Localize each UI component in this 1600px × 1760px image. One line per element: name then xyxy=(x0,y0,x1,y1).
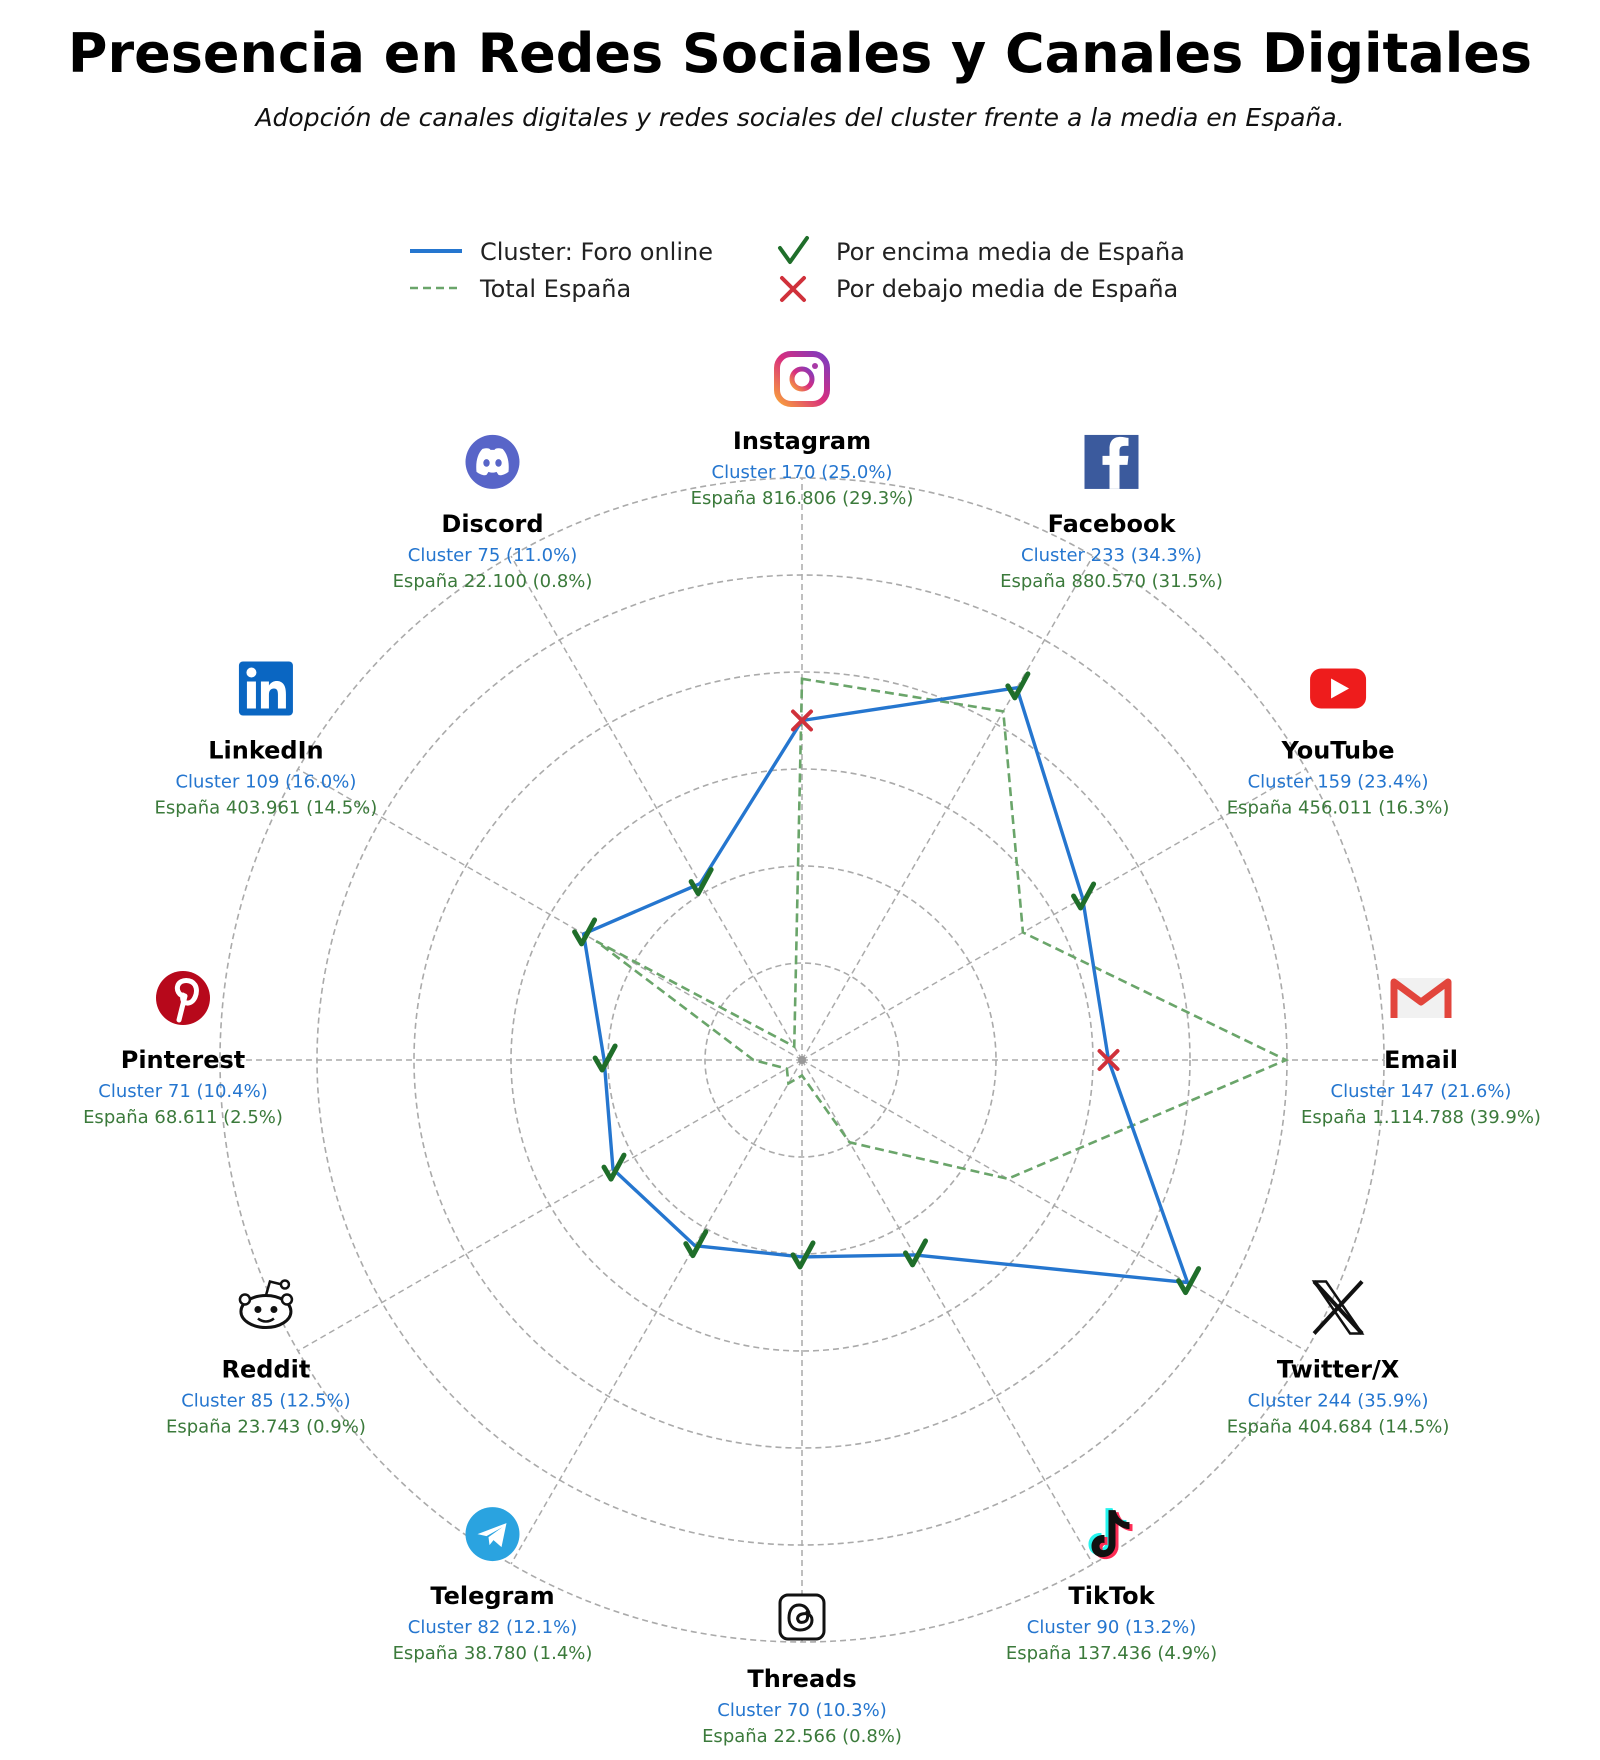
category-cluster-value: Cluster 244 (35.9%) xyxy=(1247,1390,1429,1412)
category-telegram xyxy=(393,1507,593,1664)
grid-spoke xyxy=(298,1060,802,1351)
category-facebook xyxy=(1000,435,1223,592)
category-twitterx xyxy=(1227,1282,1450,1438)
chart-title: Presencia en Redes Sociales y Canales Digitales xyxy=(67,22,1533,85)
category-spain-value: España 38.780 (1.4%) xyxy=(392,1643,593,1665)
category-name: Facebook xyxy=(1047,509,1176,538)
category-discord xyxy=(393,435,593,592)
grid-spoke xyxy=(802,1060,1306,1351)
category-name: Threads xyxy=(747,1665,857,1693)
category-cluster-value: Cluster 82 (12.1%) xyxy=(407,1617,578,1639)
category-name: Twitter/X xyxy=(1276,1355,1400,1384)
legend xyxy=(410,238,1185,303)
category-cluster-value: Cluster 233 (34.3%) xyxy=(1021,544,1202,566)
category-linkedin xyxy=(155,662,378,819)
category-reddit xyxy=(166,1281,366,1438)
category-spain-value: España 403.961 (14.5%) xyxy=(154,797,378,819)
category-spain-value: España 22.100 (0.8%) xyxy=(392,570,593,592)
category-pinterest xyxy=(83,971,283,1128)
category-email xyxy=(1301,978,1541,1128)
category-name: Instagram xyxy=(732,427,872,455)
category-spain-value: España 23.743 (0.9%) xyxy=(166,1416,366,1438)
category-cluster-value: Cluster 85 (12.5%) xyxy=(181,1390,351,1412)
category-name: Pinterest xyxy=(120,1046,246,1074)
category-cluster-value: Cluster 71 (10.4%) xyxy=(98,1081,268,1102)
category-name: Email xyxy=(1383,1046,1459,1074)
category-cluster-value: Cluster 109 (16.0%) xyxy=(175,771,357,793)
category-name: Discord xyxy=(441,509,544,538)
category-name: YouTube xyxy=(1281,736,1395,765)
facebook-icon xyxy=(1085,435,1139,489)
x-icon xyxy=(1314,1282,1362,1334)
category-threads xyxy=(702,1595,902,1747)
category-spain-value: España 22.566 (0.8%) xyxy=(702,1726,902,1747)
category-name: LinkedIn xyxy=(208,736,324,765)
category-cluster-value: Cluster 170 (25.0%) xyxy=(711,462,893,483)
telegram-icon xyxy=(466,1507,520,1561)
legend-check-icon xyxy=(780,238,807,262)
radar-series xyxy=(584,679,1286,1283)
instagram-icon xyxy=(777,354,827,404)
category-spain-value: España 68.611 (2.5%) xyxy=(83,1107,283,1128)
youtube-icon xyxy=(1310,669,1366,709)
legend-spain-label: Total España xyxy=(480,275,632,303)
pinterest-icon xyxy=(156,971,210,1025)
legend-above-label: Por encima media de España xyxy=(836,238,1185,266)
legend-cluster-label: Cluster: Foro online xyxy=(480,238,713,266)
category-cluster-value: Cluster 159 (23.4%) xyxy=(1247,771,1429,793)
category-spain-value: España 404.684 (14.5%) xyxy=(1226,1416,1450,1438)
category-cluster-value: Cluster 147 (21.6%) xyxy=(1330,1081,1512,1102)
chart-subtitle: Adopción de canales digitales y redes sociales del cluster frente a la media en España. xyxy=(255,103,1345,132)
category-spain-value: España 816.806 (29.3%) xyxy=(690,488,914,509)
discord-icon xyxy=(466,435,520,489)
grid-spoke xyxy=(511,1060,802,1564)
linkedin-icon xyxy=(239,662,293,716)
category-spain-value: España 1.114.788 (39.9%) xyxy=(1301,1107,1541,1128)
gmail-icon xyxy=(1394,978,1448,1018)
grid-center xyxy=(798,1056,806,1064)
legend-cross-icon xyxy=(782,278,804,300)
series-spain xyxy=(596,679,1286,1179)
category-cluster-value: Cluster 90 (13.2%) xyxy=(1026,1617,1197,1639)
legend-below-label: Por debajo media de España xyxy=(836,275,1179,303)
category-spain-value: España 137.436 (4.9%) xyxy=(1005,1643,1218,1665)
category-youtube xyxy=(1227,669,1450,819)
category-cluster-value: Cluster 75 (11.0%) xyxy=(407,544,578,566)
category-spain-value: España 456.011 (16.3%) xyxy=(1226,797,1450,819)
category-name: TikTok xyxy=(1068,1582,1155,1611)
category-name: Telegram xyxy=(430,1582,555,1611)
series-cluster xyxy=(584,688,1188,1283)
category-spain-value: España 880.570 (31.5%) xyxy=(1000,570,1223,592)
category-labels xyxy=(83,354,1541,1747)
threads-icon xyxy=(780,1595,824,1639)
category-tiktok xyxy=(1006,1508,1217,1664)
grid-spoke xyxy=(511,556,802,1060)
radar-grid xyxy=(220,478,1384,1642)
category-cluster-value: Cluster 70 (10.3%) xyxy=(717,1700,887,1721)
category-name: Reddit xyxy=(221,1355,311,1384)
grid-spoke xyxy=(802,556,1093,1060)
tiktok-icon xyxy=(1089,1508,1133,1559)
